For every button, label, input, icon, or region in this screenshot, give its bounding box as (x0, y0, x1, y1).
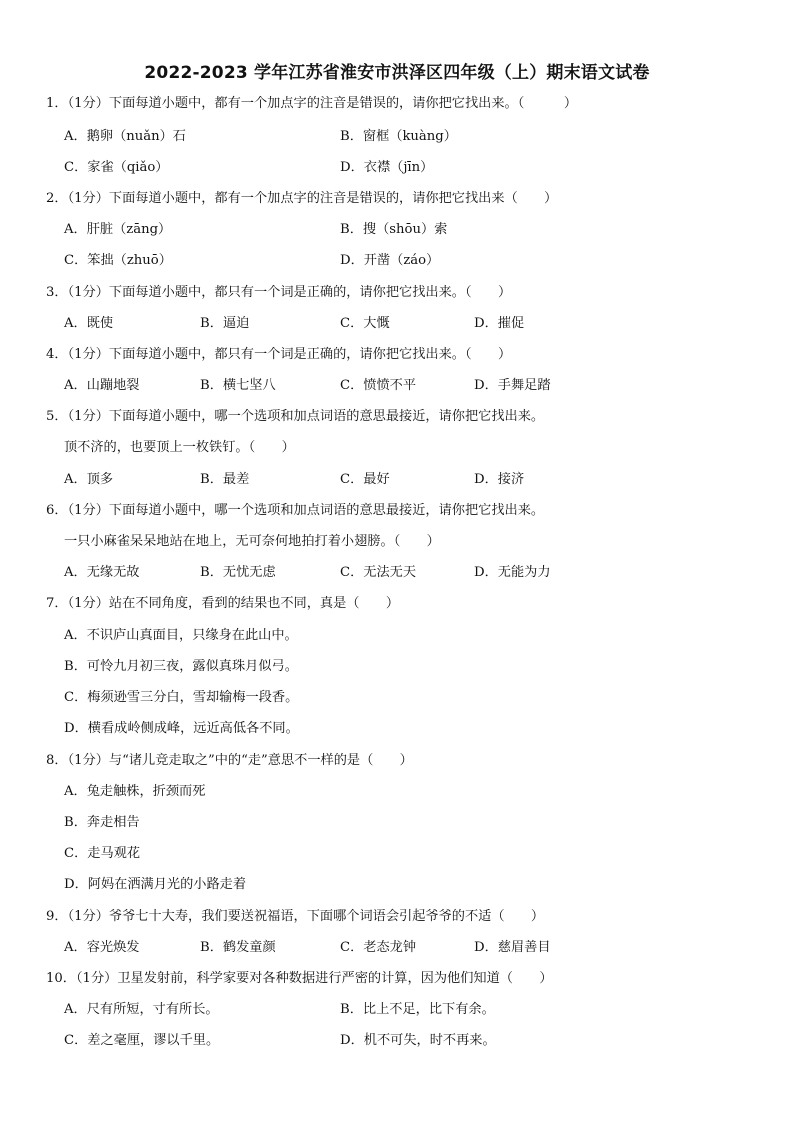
question-9-option-a[interactable]: A．容光焕发 (64, 940, 140, 955)
question-10-option-d[interactable]: D．机不可失，时不再来。 (340, 1033, 496, 1048)
question-1-option-b[interactable]: B．窗框（kuàng） (340, 129, 457, 144)
question-10-stem: 10．（1分）卫星发射前，科学家要对各种数据进行严密的计算，因为他们知道（ ） (46, 971, 553, 986)
question-1-option-c[interactable]: C．家雀（qiǎo） (64, 160, 169, 175)
question-6-option-d[interactable]: D．无能为力 (474, 565, 551, 580)
question-9-option-c[interactable]: C．老态龙钟 (340, 940, 417, 955)
question-2-option-a[interactable]: A．肝脏（zāng） (64, 222, 172, 237)
question-2-option-b[interactable]: B．搜（shōu）索 (340, 222, 448, 237)
question-6-stem: 6．（1分）下面每道小题中，哪一个选项和加点词语的意思最接近，请你把它找出来。 (46, 503, 545, 518)
question-8-stem: 8．（1分）与“诸儿竞走取之”中的“走”意思不一样的是（ ） (46, 753, 413, 768)
question-5-stem: 5．（1分）下面每道小题中，哪一个选项和加点词语的意思最接近，请你把它找出来。 (46, 409, 545, 424)
question-5-option-d[interactable]: D．接济 (474, 472, 525, 487)
question-1-option-d[interactable]: D．衣襟（jīn） (340, 160, 434, 175)
question-1-option-a[interactable]: A．鹅卵（nuǎn）石 (64, 129, 186, 144)
question-7-option-c[interactable]: C．梅须逊雪三分白，雪却输梅一段香。 (64, 690, 299, 705)
question-6-option-c[interactable]: C．无法无天 (340, 565, 417, 580)
question-9-option-b[interactable]: B．鹤发童颜 (200, 940, 276, 955)
question-4-stem: 4．（1分）下面每道小题中，都只有一个词是正确的，请你把它找出来。（ ） (46, 347, 512, 362)
question-8-option-a[interactable]: A．兔走触株，折颈而死 (64, 784, 206, 799)
question-9-stem: 9．（1分）爷爷七十大寿，我们要送祝福语，下面哪个词语会引起爷爷的不适（ ） (46, 909, 545, 924)
question-1-stem: 1．（1分）下面每道小题中，都有一个加点字的注音是错误的，请你把它找出来。（ ） (46, 96, 578, 111)
question-2-stem: 2．（1分）下面每道小题中，都有一个加点字的注音是错误的，请你把它找出来（ ） (46, 191, 558, 206)
question-6-option-b[interactable]: B．无忧无虑 (200, 565, 276, 580)
question-4-option-b[interactable]: B．横七坚八 (200, 378, 276, 393)
question-2-option-d[interactable]: D．开凿（záo） (340, 253, 440, 268)
question-3-option-c[interactable]: C．大慨 (340, 316, 390, 331)
question-4-option-a[interactable]: A．山蹦地裂 (64, 378, 140, 393)
question-3-option-b[interactable]: B．逼迫 (200, 316, 250, 331)
question-5-option-b[interactable]: B．最差 (200, 472, 250, 487)
question-10-option-b[interactable]: B．比上不足，比下有余。 (340, 1002, 495, 1017)
question-7-option-a[interactable]: A．不识庐山真面目，只缘身在此山中。 (64, 628, 298, 643)
question-5-sentence: 顶不济的，也要顶上一枚铁钉。（ ） (64, 440, 295, 455)
question-3-option-a[interactable]: A．既使 (64, 316, 114, 331)
question-7-stem: 7．（1分）站在不同角度，看到的结果也不同，真是（ ） (46, 596, 400, 611)
question-8-option-b[interactable]: B．奔走相告 (64, 815, 140, 830)
question-5-option-a[interactable]: A．顶多 (64, 472, 114, 487)
question-6-option-a[interactable]: A．无缘无故 (64, 565, 140, 580)
page-title: 2022-2023 学年江苏省淮安市洪泽区四年级（上）期末语文试卷 (144, 63, 650, 83)
question-4-option-c[interactable]: C．愤愤不平 (340, 378, 417, 393)
question-8-option-c[interactable]: C．走马观花 (64, 846, 141, 861)
question-8-option-d[interactable]: D．阿妈在洒满月光的小路走着 (64, 877, 247, 892)
question-10-option-c[interactable]: C．差之毫厘，谬以千里。 (64, 1033, 220, 1048)
question-7-option-b[interactable]: B．可怜九月初三夜，露似真珠月似弓。 (64, 659, 298, 674)
question-3-stem: 3．（1分）下面每道小题中，都只有一个词是正确的，请你把它找出来。（ ） (46, 285, 512, 300)
question-9-option-d[interactable]: D．慈眉善目 (474, 940, 551, 955)
question-6-sentence: 一只小麻雀呆呆地站在地上，无可奈何地拍打着小翅膀。（ ） (64, 534, 440, 549)
question-5-option-c[interactable]: C．最好 (340, 472, 390, 487)
question-2-option-c[interactable]: C．笨拙（zhuō） (64, 253, 172, 268)
question-4-option-d[interactable]: D．手舞足踏 (474, 378, 551, 393)
question-3-option-d[interactable]: D．摧促 (474, 316, 525, 331)
question-7-option-d[interactable]: D．横看成岭侧成峰，远近高低各不同。 (64, 721, 299, 736)
question-10-option-a[interactable]: A．尺有所短，寸有所长。 (64, 1002, 219, 1017)
